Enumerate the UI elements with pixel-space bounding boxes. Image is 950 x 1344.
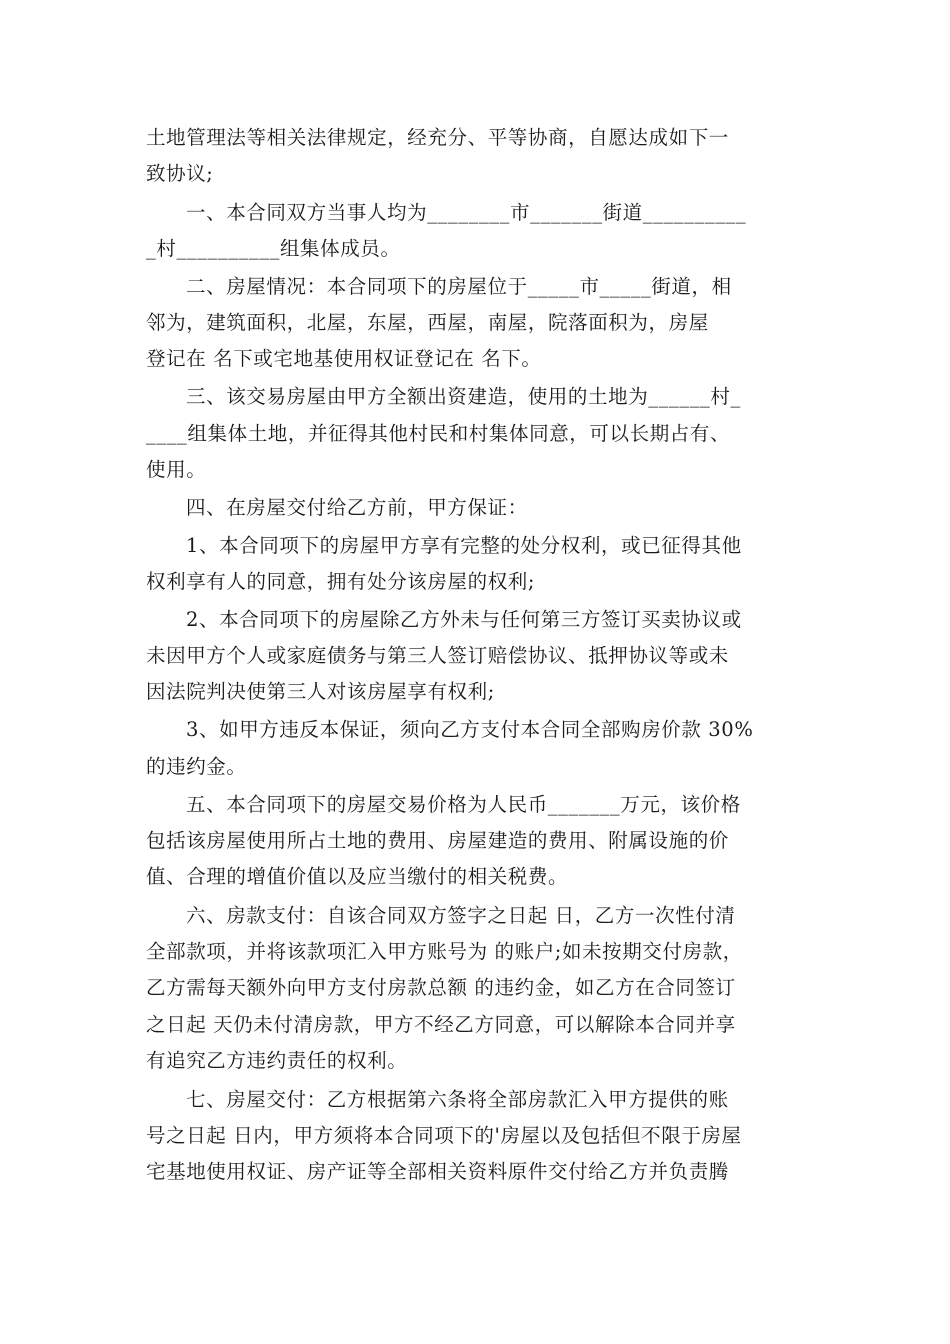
text-line: 乙方需每天额外向甲方支付房款总额 的违约金，如乙方在合同签订 (146, 976, 736, 999)
text-line: 使用。 (146, 458, 207, 481)
text-line: 四、在房屋交付给乙方前，甲方保证： (186, 496, 528, 519)
text-line: 土地管理法等相关法律规定，经充分、平等协商，自愿达成如下一 (146, 126, 729, 149)
text-line: ____组集体土地，并征得其他村民和村集体同意，可以长期占有、 (146, 422, 731, 445)
text-line: 五、本合同项下的房屋交易价格为人民币_______万元，该价格 (186, 793, 741, 816)
text-line: 号之日起 日内，甲方须将本合同项下的'房屋以及包括但不限于房屋 (146, 1124, 742, 1147)
text-line: 因法院判决使第三人对该房屋享有权利; (146, 680, 495, 703)
text-line: 3、如甲方违反本保证，须向乙方支付本合同全部购房价款 30% (186, 718, 754, 741)
text-line: 包括该房屋使用所占土地的费用、房屋建造的费用、附属设施的价 (146, 829, 729, 852)
text-line: 宅基地使用权证、房产证等全部相关资料原件交付给乙方并负责腾 (146, 1160, 729, 1183)
text-line: 值、合理的增值价值以及应当缴付的相关税费。 (146, 865, 569, 888)
text-line: 致协议; (146, 162, 214, 185)
text-line: 权利享有人的同意，拥有处分该房屋的权利; (146, 570, 536, 593)
text-line: 登记在 名下或宅地基使用权证登记在 名下。 (146, 347, 542, 370)
text-line: 二、房屋情况：本合同项下的房屋位于_____市_____街道，相 (186, 275, 732, 298)
text-line: 的违约金。 (146, 755, 247, 778)
text-line: 三、该交易房屋由甲方全额出资建造，使用的土地为______村_ (186, 385, 741, 408)
text-line: 六、房款支付：自该合同双方签字之日起 日，乙方一次性付清 (186, 904, 736, 927)
text-line: 之日起 天仍未付清房款，甲方不经乙方同意，可以解除本合同并享 (146, 1013, 736, 1036)
text-line: 全部款项，并将该款项汇入甲方账号为 的账户;如未按期交付房款， (146, 940, 743, 963)
text-line: 邻为，建筑面积，北屋，东屋，西屋，南屋，院落面积为，房屋 (146, 311, 709, 334)
text-line: _村__________组集体成员。 (146, 237, 401, 260)
text-line: 一、本合同双方当事人均为________市_______街道__________ (186, 201, 747, 224)
text-line: 1、本合同项下的房屋甲方享有完整的处分权利，或已征得其他 (186, 534, 742, 557)
text-line: 七、房屋交付：乙方根据第六条将全部房款汇入甲方提供的账 (186, 1088, 729, 1111)
text-line: 2、本合同项下的房屋除乙方外未与任何第三方签订买卖协议或 (186, 608, 742, 631)
text-line: 未因甲方个人或家庭债务与第三人签订赔偿协议、抵押协议等或未 (146, 644, 729, 667)
text-line: 有追究乙方违约责任的权利。 (146, 1049, 408, 1072)
